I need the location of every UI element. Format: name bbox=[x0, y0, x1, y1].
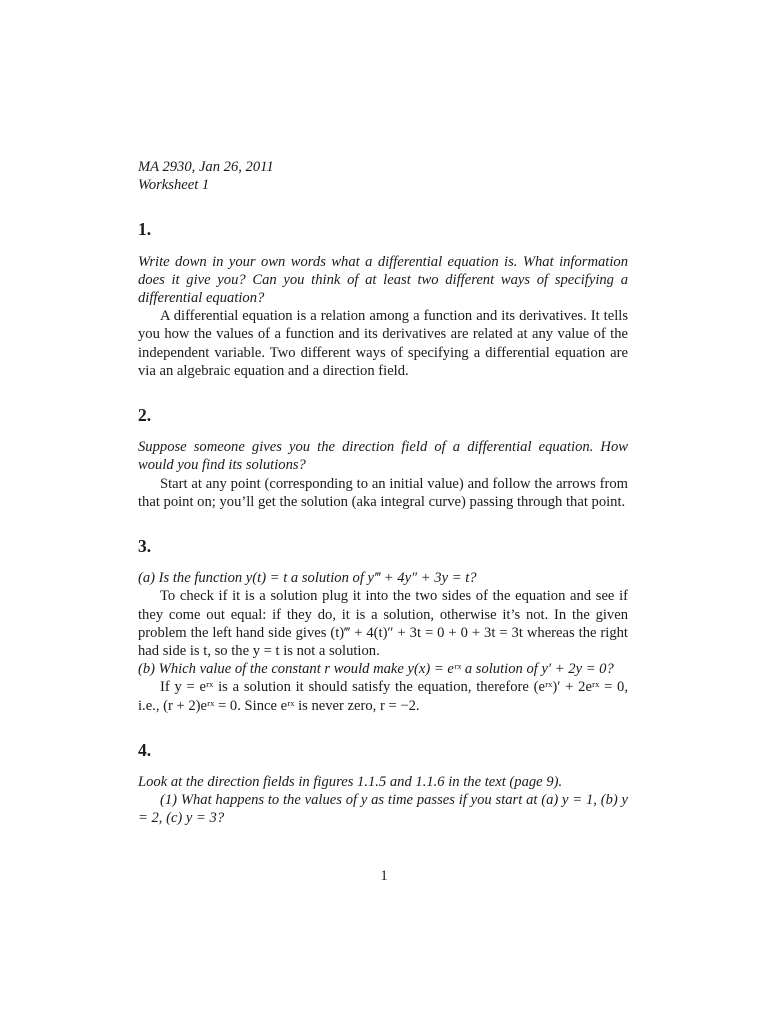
worksheet-title: Worksheet 1 bbox=[138, 177, 210, 194]
page-number: 1 bbox=[380, 868, 388, 884]
section-3 bbox=[138, 537, 628, 715]
question-text: Suppose someone gives you the direction field of a differential equation. How would you find its solutions? bbox=[138, 439, 628, 474]
answer-a-text: To check if it is a solution plug it into the two sides of the equation and see if they come out equal: if they do, it is a solution, otherwise it’s not. In the given problem the left hand side gives (t)‴ + 4(t)″ + 3t = 0 + 0 + 3t = 3t whereas the right had side is t, so the y = t is not a solution. bbox=[138, 588, 628, 660]
question-text: Write down in your own words what a differential equation is. What information does it give you? Can you think of at least two different ways of specifying a differential equation? bbox=[138, 253, 628, 306]
question-text: Look at the direction fields in figures 1.1.5 and 1.1.6 in the text (page 9). bbox=[138, 774, 563, 791]
section-number: 1. bbox=[138, 219, 152, 240]
question-sub-text: (1) What happens to the values of y as time passes if you start at (a) y = 1, (b) y = 2, (c) y = 3? bbox=[138, 792, 628, 827]
question-b-text: (b) Which value of the constant r would make y(x) = eʳˣ a solution of y′ + 2y = 0? bbox=[138, 661, 614, 678]
answer-text: A differential equation is a relation among a function and its derivatives. It tells you how the values of a function and its derivatives are related at any value of the independent variable. Two different ways of specifying a differential equation are via an algebraic equation and a direction field. bbox=[138, 308, 628, 379]
section-2 bbox=[138, 406, 628, 511]
section-4 bbox=[138, 741, 628, 828]
section-number: 3. bbox=[138, 536, 152, 557]
section-number: 4. bbox=[138, 739, 152, 760]
course-date-line: MA 2930, Jan 26, 2011 bbox=[138, 159, 274, 175]
question-a-text: (a) Is the function y(t) = t a solution of y‴ + 4y″ + 3y = t? bbox=[138, 570, 477, 587]
document-header bbox=[138, 158, 628, 194]
section-1 bbox=[138, 220, 628, 380]
answer-b-text: If y = eʳˣ is a solution it should satisfy the equation, therefore (eʳˣ)′ + 2eʳˣ = 0, i.e., (r + 2)eʳˣ = 0. Since eʳˣ is never zero, r = −2. bbox=[138, 679, 628, 714]
answer-text: Start at any point (corresponding to an initial value) and follow the arrows from that point on; you’ll get the solution (aka integral curve) passing through that point. bbox=[138, 475, 628, 510]
section-number: 2. bbox=[138, 405, 152, 425]
worksheet-page bbox=[138, 158, 628, 828]
